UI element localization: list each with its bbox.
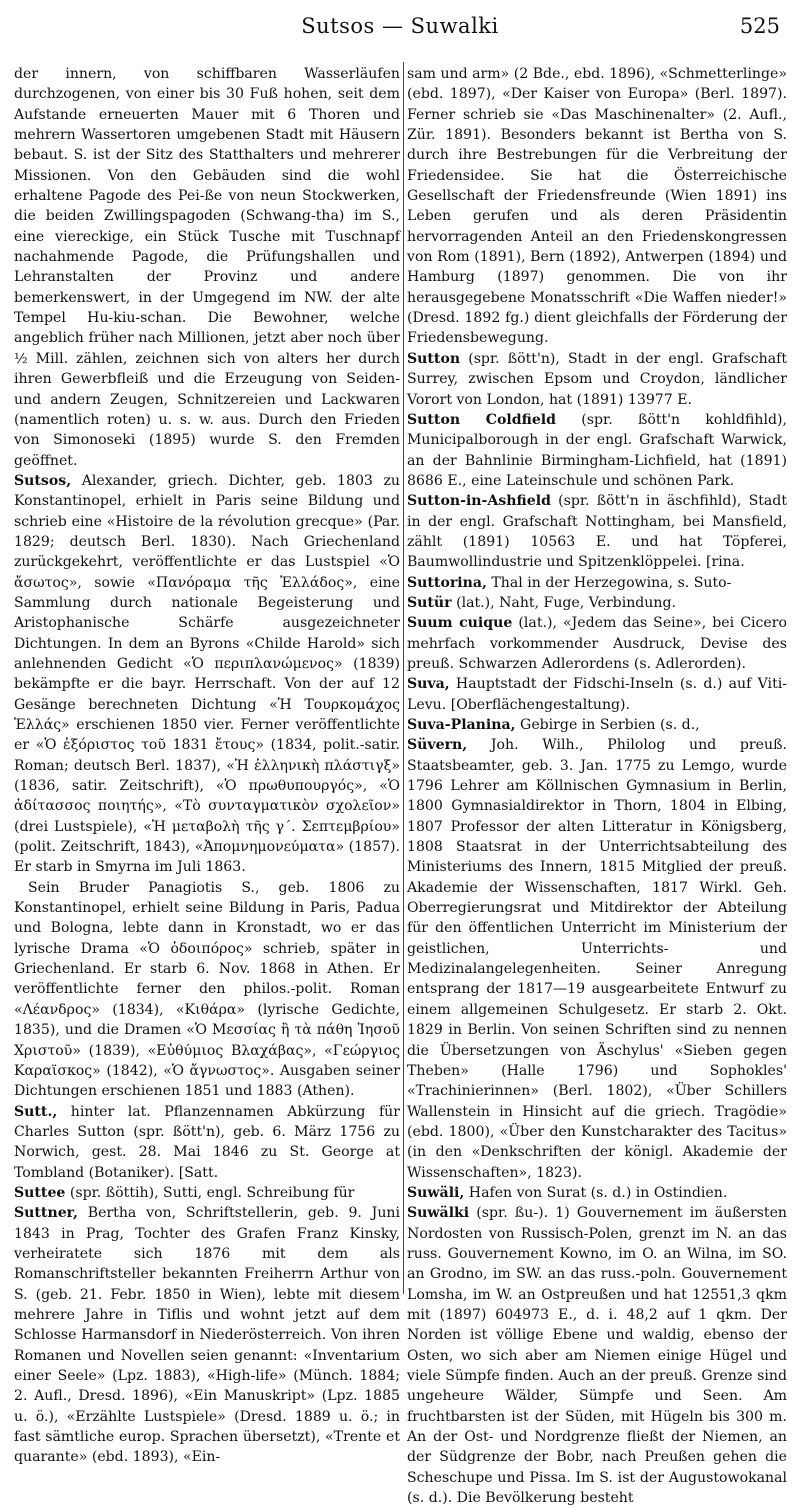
entry-headword: Suva,	[407, 676, 450, 693]
page-header	[14, 8, 786, 48]
page-number: 525	[739, 14, 780, 38]
entry-headword: Sutt.,	[14, 1103, 58, 1120]
dictionary-entry	[407, 573, 787, 593]
dictionary-entry	[407, 715, 787, 735]
entry-headword: Süvern,	[407, 737, 468, 754]
continued-text: sam und arm» (2 Bde., ebd. 1896), «Schmetterlinge» (ebd. 1897), «Der Kaiser von Europa» (Berl. 1897). Ferner schrieb sie «Das Maschinenalter» (2. Aufl., Zür. 1891). Besonders bekannt ist Bertha von S. durch ihre Bestrebungen für die Verbreitung der Friedensidee. Sie hat die Österreichische Gesellschaft der Friedensfreunde (Wien 1891) ins Leben gerufen und als deren Präsidentin hervorragenden Anteil an den Friedenskongressen von Rom (1891), Bern (1892), Antwerpen (1894) und Hamburg (1897) genommen. Die von ihr herausgegebene Monatsschrift «Die Waffen nieder!» (Dresd. 1892 fg.) dient gleichfalls der Förderung der Friedensbewegung.	[407, 66, 787, 347]
dictionary-entry	[14, 1203, 400, 1467]
entry-text: (lat.), «Jedem das Seine», bei Cicero mehrfach vorkommender Ausdruck, Devise des preuß. Schwarzen Adlerordens (s. Adlerorden).	[407, 615, 787, 672]
entry-text: Hauptstadt der Fidschi-Inseln (s. d.) auf Viti-Levu. [Oberflächengestaltung).	[407, 676, 787, 713]
left-column	[14, 64, 400, 1468]
paragraph: Sein Bruder Panagiotis S., geb. 1806 zu Konstantinopel, erhielt seine Bildung in Paris, Padua und Bologna, lebte dann in Kronstadt, wo er das lyrische Drama «Ὁ ὁδοιπόρος» schrieb, später in Griechenland. Er starb 6. Nov. 1868 in Athen. Er veröffentlichte ferner den philos.-polit. Roman «Λέανδρος» (1834), «Κιθάρα» (lyrische Gedichte, 1835), und die Dramen «Ὁ Μεσσίας ἢ τὰ πάθη Ἰησοῦ Χριστοῦ» (1839), «Εὐθύμιος Βλαχάβας», «Γεώργιος Καραϊσκος» (1842), «Ὁ ἄγνωστος». Ausgaben seiner Dichtungen erschienen 1851 und 1883 (Athen).	[14, 879, 400, 1100]
entry-text: Joh. Wilh., Philolog und preuß. Staatsbeamter, geb. 3. Jan. 1775 zu Lemgo, wurde 1796 Lehrer am Köllnischen Gymnasium in Berlin, 1800 Gymnasialdirektor in Thorn, 1804 in Elbing, 1807 Professor der alten Litteratur in Königsberg, 1808 Staatsrat in der Unterrichtsabteilung des Ministeriums des Innern, 1815 Mitglied der preuß. Akademie der Wissenschaften, 1817 Wirkl. Geh. Oberregierungsrat und Mitdirektor der Abteilung für den öffentlichen Unterricht im Ministerium der geistlichen, Unterrichts- und Medizinalangelegenheiten. Seiner Anregung entsprang der 1817—19 ausgearbeitete Entwurf zu einem allgemeinen Schulgesetz. Er starb 2. Okt. 1829 in Berlin. Von seinen Schriften sind zu nennen die Übersetzungen von Äschylus' «Sieben gegen Theben» (Halle 1796) und Sophokles' «Trachinierinnen» (Berl. 1802), «Über Schillers Wallenstein in Hinsicht auf die griech. Tragödie» (ebd. 1800), «Über den Kunstcharakter des Tacitus» (in den «Denkschriften der königl. Akademie der Wissenschaften», 1823).	[407, 737, 787, 1181]
running-title: Sutsos — Suwalki	[301, 14, 499, 38]
dictionary-entry	[14, 1183, 400, 1203]
dictionary-entry	[407, 674, 787, 715]
entry-headword: Suttee	[14, 1184, 66, 1201]
entry-text: (spr. ßöttih), Sutti, engl. Schreibung für	[65, 1184, 355, 1201]
entry-headword: Suwälki	[407, 1205, 470, 1222]
entry-headword: Sutsos,	[14, 472, 72, 489]
dictionary-entry	[407, 1203, 787, 1508]
entry-text: Thal in der Herzegowina, s. Suto-	[486, 574, 732, 591]
dictionary-entry	[14, 1102, 400, 1183]
entry-text: hinter lat. Pflanzennamen Abkürzung für Charles Sutton (spr. ßött'n), geb. 6. März 1756 zu Norwich, gest. 28. Mai 1846 zu St. George at Tombland (Botaniker). [Satt.	[14, 1103, 400, 1181]
dictionary-entry	[407, 613, 787, 674]
column-divider	[403, 62, 404, 1294]
entry-headword: Sutton-in-Ashfield	[407, 493, 551, 510]
entry-text: (spr. ßu-). 1) Gouvernement im äußersten Nordosten von Russisch-Polen, grenzt im N. an das russ. Gouvernement Kowno, im O. an Wilna, im SO. an Grodno, im SW. an das russ.-poln. Gouvernement Lomsha, im W. an Ostpreußen und hat 12551,3 qkm mit (1897) 604973 E., d. i. 48,2 auf 1 qkm. Der Norden ist völlige Ebene und waldig, ebenso der Osten, wo sich aber am Niemen einige Hügel und viele Sümpfe finden. Auch an der preuß. Grenze sind ungeheure Wälder, Sümpfe und Seen. Am fruchtbarsten ist der Süden, mit Hügeln bis 300 m. An der Ost- und Nordgrenze fließt der Niemen, an der Südgrenze der Bobr, nach Preußen gehen die Scheschupe und Pissa. Im S. ist der Augustowokanal (s. d.). Die Bevölkerung besteht	[407, 1205, 787, 1507]
entry-headword: Sutür	[407, 594, 452, 611]
entry-headword: Suttner,	[14, 1205, 78, 1222]
dictionary-entry	[407, 735, 787, 1183]
entry-text: Bertha von, Schriftstellerin, geb. 9. Juni 1843 in Prag, Tochter des Grafen Franz Kinsky, verheiratete sich 1876 mit dem als Romanschriftsteller bekannten Freiherrn Arthur von S. (geb. 21. Febr. 1850 in Wien), lebte mit diesem mehrere Jahre in Tiflis und wohnt jetzt auf dem Schlosse Harmansdorf in Niederösterreich. Von ihren Romanen und Novellen seien genannt: «Inventarium einer Seele» (Lpz. 1883), «High-life» (Münch. 1884; 2. Aufl., Dresd. 1896), «Ein Manuskript» (Lpz. 1885 u. ö.), «Erzählte Lustspiele» (Dresd. 1889 u. ö.; in fast sämtliche europ. Sprachen übersetzt), «Trente et quarante» (ebd. 1893), «Ein-	[14, 1205, 400, 1466]
entry-headword: Suum cuique	[407, 615, 513, 632]
entry-text: (lat.), Naht, Fuge, Verbindung.	[451, 594, 676, 611]
entry-text: (spr. ßött'n kohldfihld), Municipalborough in der engl. Grafschaft Warwick, an der Bahnlinie Birmingham-Lichfield, hat (1891) 8686 E., eine Lateinschule und schönen Park.	[407, 411, 787, 489]
entry-headword: Suva-Planina,	[407, 717, 516, 733]
right-column	[407, 64, 787, 1508]
entry-text: (spr. ßött'n), Stadt in der engl. Grafschaft Surrey, zwischen Epsom und Croydon, ländlicher Vorort von London, hat (1891) 13977 E.	[407, 350, 787, 408]
entry-headword: Sutton	[407, 350, 461, 367]
entry-text: Alexander, griech. Dichter, geb. 1803 zu Konstantinopel, erhielt in Paris seine Bildung und schrieb eine «Histoire de la révolution grecque» (Par. 1829; deutsch Berl. 1830). Nach Griechenland zurückgekehrt, veröffentlichte er das Lustspiel «Ὁ ἄσωτος», sowie «Πανόραμα τῆς Ἑλλάδος», eine Sammlung durch nationale Begeisterung und Aristophanische Schärfe ausgezeichneter Dichtungen. In dem an Byrons «Childe Harold» sich anlehnenden Gedicht «Ὁ περιπλανώμενος» (1839) bekämpfte er die bayr. Herrschaft. Von der auf 12 Gesänge berechneten Dichtung «Ἡ Τουρκομάχος Ἑλλάς» erschienen 1850 vier. Ferner veröffentlichte er «Ὁ ἐξόριστος τοῦ 1831 ἔτους» (1834, polit.-satir. Roman; deutsch Berl. 1837), «Ἡ ἑλληνικὴ πλάστιγξ» (1836, satir. Zeitschrift), «Ὁ πρωθυπουργός», «Ὁ ἀδίτασσος ποιητής», «Τὸ συνταγματικὸν σχολεῖον» (drei Lustspiele), «Ἡ μεταβολὴ τῆς γ΄. Σεπτεμβρίου» (polit. Zeitschrift, 1843), «Ἀπομνημονεύματα» (1857). Er starb in Smyrna im Juli 1863.	[14, 472, 400, 876]
entry-text: (spr. ßött'n in äschfihld), Stadt in der engl. Grafschaft Nottingham, bei Mansfield, zählt (1891) 10563 E. und hat Töpferei, Baumwollindustrie und Spitzenklöppelei. [rina.	[407, 493, 787, 571]
dictionary-entry	[14, 471, 400, 878]
entry-text: Hafen von Surat (s. d.) in Ostindien.	[464, 1184, 728, 1201]
entry-headword: Sutton Coldfield	[407, 411, 557, 428]
dictionary-entry	[407, 1183, 787, 1203]
entry-headword: Suttorina,	[407, 574, 487, 591]
dictionary-entry	[407, 491, 787, 572]
dictionary-entry	[407, 349, 787, 410]
dictionary-entry	[407, 410, 787, 491]
dictionary-entry	[407, 593, 787, 613]
entry-text: Gebirge in Serbien (s. d.,	[515, 717, 700, 733]
entry-headword: Suwäli,	[407, 1184, 465, 1201]
continued-text: der innern, von schiffbaren Wasserläufen durchzogenen, von einer bis 30 Fuß hohen, seit dem Aufstande erneuerten Mauer mit 6 Thoren und mehrern Wassertoren umgebenen Stadt mit Häusern bebaut. S. ist der Sitz des Statthalters und mehrerer Missionen. Von den Gebäuden sind die wohl erhaltene Pagode des Pei-ße von neun Stockwerken, die beiden Zwillingspagoden (Schwang-tha) im S., eine viereckige, ein Stück Tusche mit Tuschnapf nachahmende Pagode, die Prüfungshallen und Lehranstalten der Provinz und andere bemerkenswert, in der Umgegend im NW. der alte Tempel Hu-kiu-schan. Die Bewohner, welche angeblich früher nach Millionen, jetzt aber noch über ½ Mill. zählen, zeichnen sich von alters her durch ihren Gewerbfleiß und die Erzeugung von Seiden- und andern Zeugen, Schnitzereien und Lackwaren (namentlich roten) u. s. w. aus. Durch den Frieden von Simonoseki (1895) wurde S. den Fremden geöffnet.	[14, 66, 400, 469]
